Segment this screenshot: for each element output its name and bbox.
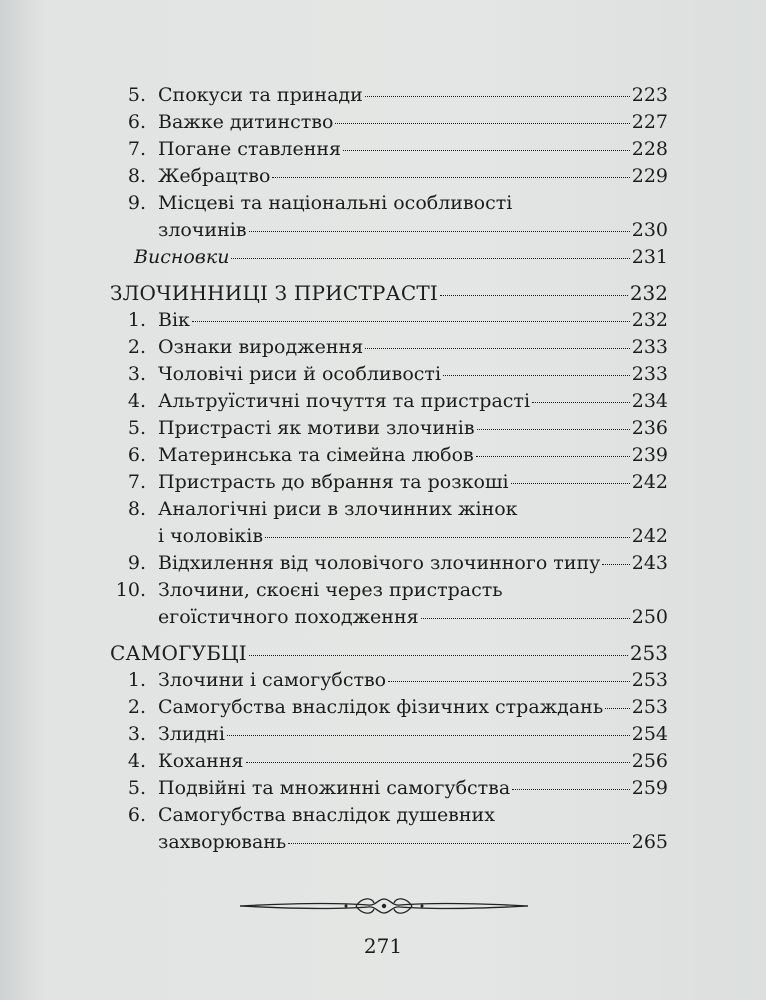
toc-entry xyxy=(110,442,668,469)
entry-number: 2. xyxy=(127,696,146,718)
toc-entry-line xyxy=(110,523,668,550)
entry-page: 229 xyxy=(631,165,668,187)
toc-entry xyxy=(110,361,668,388)
entry-page: 233 xyxy=(631,363,668,385)
entry-title: Злочини і самогубство xyxy=(158,669,387,691)
entry-title: егоїстичного походження xyxy=(158,606,419,628)
dot-leader xyxy=(365,348,630,349)
entry-page: 254 xyxy=(631,723,668,745)
dot-leader xyxy=(246,762,630,763)
entry-page: 253 xyxy=(631,669,668,691)
toc-entry-line xyxy=(110,361,668,388)
toc-entry-line xyxy=(110,307,668,334)
entry-number: 2. xyxy=(127,336,146,358)
entry-page: 228 xyxy=(631,138,668,160)
entry-number: 10. xyxy=(115,579,146,601)
dot-leader xyxy=(365,96,630,97)
entry-title: Злидні xyxy=(158,723,226,745)
flourish-divider-icon xyxy=(238,893,530,919)
dot-leader xyxy=(265,537,630,538)
dot-leader xyxy=(343,150,630,151)
dot-leader xyxy=(335,123,629,124)
entry-page: 232 xyxy=(631,309,668,331)
section-heading xyxy=(110,640,668,667)
toc-entry-line xyxy=(110,577,668,604)
toc-entry-line xyxy=(110,334,668,361)
conclusion-title: Висновки xyxy=(134,246,230,268)
toc-entry-line xyxy=(110,694,668,721)
conclusion-entry xyxy=(110,244,668,271)
entry-number: 8. xyxy=(127,498,146,520)
toc-entry xyxy=(110,388,668,415)
toc-entry xyxy=(110,802,668,856)
dot-leader xyxy=(249,655,628,656)
dot-leader xyxy=(440,295,628,296)
dot-leader xyxy=(602,564,629,565)
section-heading-title: САМОГУБЦІ xyxy=(110,641,247,665)
dot-leader xyxy=(532,402,630,403)
entry-title: Вік xyxy=(158,309,190,331)
toc-entry xyxy=(110,496,668,550)
toc-entry-line xyxy=(110,550,668,577)
entry-number: 3. xyxy=(127,723,146,745)
entry-title: Погане ставлення xyxy=(158,138,342,160)
entry-page: 233 xyxy=(631,336,668,358)
entry-number: 8. xyxy=(127,165,146,187)
section-heading-title: ЗЛОЧИННИЦІ З ПРИСТРАСТІ xyxy=(110,281,439,305)
dot-leader xyxy=(272,177,629,178)
toc-entry xyxy=(110,775,668,802)
toc-entry-line xyxy=(110,469,668,496)
entry-page: 242 xyxy=(631,471,668,493)
page-number: 271 xyxy=(363,934,403,958)
entry-page: 250 xyxy=(631,606,668,628)
entry-number: 4. xyxy=(127,750,146,772)
toc-entry-line xyxy=(110,388,668,415)
section-heading-page: 232 xyxy=(629,281,668,305)
toc-entry-line xyxy=(110,667,668,694)
entry-number: 5. xyxy=(127,84,146,106)
toc-entry-line xyxy=(110,775,668,802)
dot-leader xyxy=(476,456,630,457)
toc-entry-line xyxy=(110,163,668,190)
entry-title: Материнська та сімейна любов xyxy=(158,444,474,466)
toc-entry xyxy=(110,163,668,190)
table-of-contents xyxy=(110,82,668,856)
entry-page: 227 xyxy=(631,111,668,133)
toc-entry-line xyxy=(110,136,668,163)
dot-leader xyxy=(421,618,630,619)
entry-number: 5. xyxy=(127,417,146,439)
entry-title: Відхилення від чоловічого злочинного типу xyxy=(158,552,601,574)
entry-page: 259 xyxy=(631,777,668,799)
dot-leader xyxy=(443,375,630,376)
dot-leader xyxy=(192,321,630,322)
section-heading-page: 253 xyxy=(629,641,668,665)
entry-page: 234 xyxy=(631,390,668,412)
toc-entry xyxy=(110,109,668,136)
dot-leader xyxy=(477,429,630,430)
entry-title: Місцеві та національні особливості xyxy=(158,192,513,214)
dot-leader xyxy=(605,708,630,709)
toc-entry xyxy=(110,334,668,361)
entry-page: 230 xyxy=(631,219,668,241)
entry-page: 253 xyxy=(631,696,668,718)
entry-title: Пристрасть до вбрання та розкоші xyxy=(158,471,509,493)
toc-entry-line xyxy=(110,802,668,829)
entry-title: захворювань xyxy=(158,831,287,853)
toc-entry-line xyxy=(110,496,668,523)
toc-entry xyxy=(110,469,668,496)
entry-title: Важке дитинство xyxy=(158,111,334,133)
toc-entry-line xyxy=(110,748,668,775)
entry-page: 223 xyxy=(631,84,668,106)
toc-entry-line xyxy=(110,109,668,136)
toc-entry-line xyxy=(110,217,668,244)
entry-number: 1. xyxy=(127,309,146,331)
toc-entry-line xyxy=(110,442,668,469)
entry-page: 243 xyxy=(631,552,668,574)
toc-entry xyxy=(110,721,668,748)
entry-title: Кохання xyxy=(158,750,244,772)
entry-title: і чоловіків xyxy=(158,525,264,547)
entry-number: 4. xyxy=(127,390,146,412)
toc-entry xyxy=(110,190,668,244)
toc-section-passion xyxy=(110,280,668,631)
toc-entry-line xyxy=(110,721,668,748)
entry-title: злочинів xyxy=(158,219,247,241)
section-heading xyxy=(110,280,668,307)
toc-section-prev xyxy=(110,82,668,271)
toc-entry xyxy=(110,577,668,631)
toc-entry xyxy=(110,415,668,442)
entry-title: Аналогічні риси в злочинних жінок xyxy=(158,498,518,520)
entry-title: Альтруїстичні почуття та пристрасті xyxy=(158,390,531,412)
entry-number: 6. xyxy=(127,804,146,826)
toc-entry-line xyxy=(110,82,668,109)
dot-leader xyxy=(227,735,630,736)
toc-entry xyxy=(110,307,668,334)
entry-page: 265 xyxy=(631,831,668,853)
entry-number: 1. xyxy=(127,669,146,691)
entry-title: Подвійні та множинні самогубства xyxy=(158,777,511,799)
entry-number: 9. xyxy=(127,192,146,214)
entry-number: 3. xyxy=(127,363,146,385)
entry-number: 5. xyxy=(127,777,146,799)
entry-number: 7. xyxy=(127,471,146,493)
entry-number: 6. xyxy=(127,444,146,466)
toc-section-suicide xyxy=(110,640,668,856)
entry-title: Злочини, скоєні через пристрасть xyxy=(158,579,503,601)
entry-number: 6. xyxy=(127,111,146,133)
conclusion-page: 231 xyxy=(631,246,668,268)
dot-leader xyxy=(288,843,629,844)
dot-leader xyxy=(511,483,630,484)
entry-page: 256 xyxy=(631,750,668,772)
entry-title: Пристрасті як мотиви злочинів xyxy=(158,417,475,439)
toc-entry xyxy=(110,136,668,163)
entry-number: 9. xyxy=(127,552,146,574)
toc-entry-line xyxy=(110,190,668,217)
toc-entry-line xyxy=(110,604,668,631)
toc-entry xyxy=(110,694,668,721)
toc-entry-line xyxy=(110,415,668,442)
entry-title: Чоловічі риси й особливості xyxy=(158,363,442,385)
entry-page: 242 xyxy=(631,525,668,547)
toc-entry xyxy=(110,667,668,694)
toc-entry-line xyxy=(110,829,668,856)
entry-title: Жебрацтво xyxy=(158,165,271,187)
entry-page: 239 xyxy=(631,444,668,466)
toc-entry xyxy=(110,550,668,577)
dot-leader xyxy=(388,681,630,682)
entry-number: 7. xyxy=(127,138,146,160)
dot-leader xyxy=(231,258,629,259)
entry-title: Ознаки виродження xyxy=(158,336,364,358)
toc-entry xyxy=(110,82,668,109)
dot-leader xyxy=(249,231,630,232)
dot-leader xyxy=(512,789,630,790)
entry-page: 236 xyxy=(631,417,668,439)
toc-entry xyxy=(110,748,668,775)
entry-title: Спокуси та принади xyxy=(158,84,363,106)
entry-title: Самогубства внаслідок фізичних страждань xyxy=(158,696,604,718)
entry-title: Самогубства внаслідок душевних xyxy=(158,804,495,826)
